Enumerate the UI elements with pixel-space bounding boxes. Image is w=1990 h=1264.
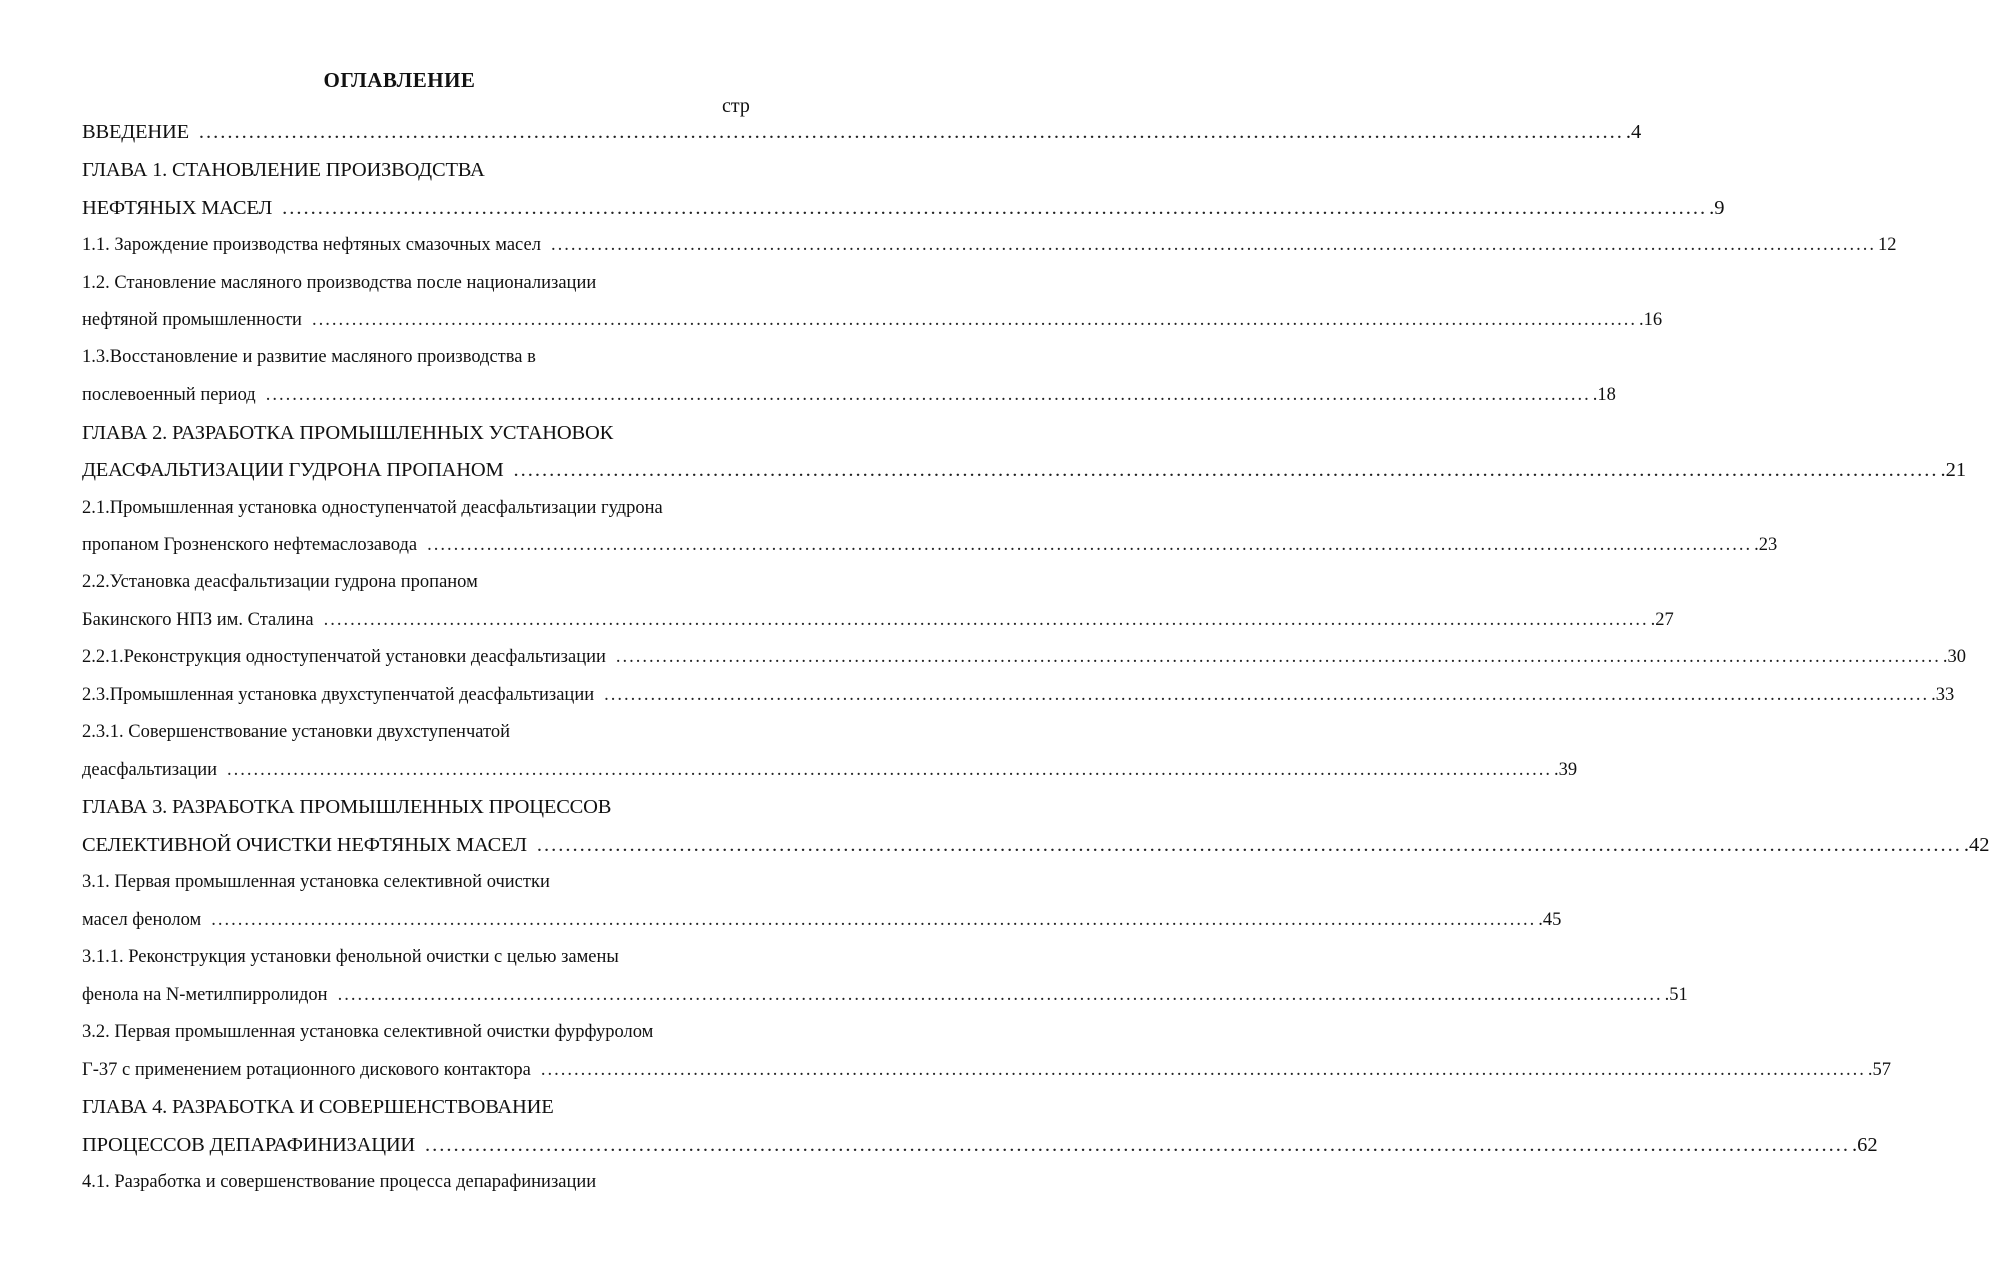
toc-entry-title: 1.2. Становление масляного производства после национализации: [82, 273, 597, 293]
toc-entry: [82, 1017, 756, 1047]
toc-entry-page: .23: [1754, 535, 1778, 555]
toc-entry-page: .33: [1931, 685, 1955, 705]
toc-entry: [82, 830, 1990, 860]
toc-entry: [82, 567, 756, 597]
toc-entry-title: ГЛАВА 1. СТАНОВЛЕНИЕ ПРОИЗВОДСТВА: [82, 159, 485, 181]
toc-entry-title: 1.1. Зарождение производства нефтяных смазочных масел: [82, 235, 541, 255]
toc-entry-title: 4.1. Разработка и совершенствование процесса депарафинизации: [82, 1172, 597, 1192]
toc-entry-title: ГЛАВА 3. РАЗРАБОТКА ПРОМЫШЛЕННЫХ ПРОЦЕССОВ: [82, 796, 612, 818]
toc-entry-page: .16: [1638, 310, 1663, 330]
toc-entry-page: .21: [1940, 459, 1967, 481]
toc-entry-title: Г-37 с применением ротационного дискового контактора: [82, 1060, 531, 1080]
toc-entry-page: .30: [1942, 647, 1967, 667]
toc-entry-page: .51: [1664, 985, 1688, 1005]
toc-entry-title: СЕЛЕКТИВНОЙ ОЧИСТКИ НЕФТЯНЫХ МАСЕЛ: [82, 834, 527, 856]
toc-entry: [82, 493, 756, 523]
toc-entry-title: послевоенный период: [82, 385, 256, 405]
toc-entry-title: 2.3.Промышленная установка двухступенчатой деасфальтизации: [82, 685, 595, 705]
toc-entry-page: .18: [1592, 385, 1616, 405]
dot-leader: ........................................................................................................................................................................................................: [540, 1060, 1866, 1080]
toc-entry-title: ГЛАВА 4. РАЗРАБОТКА И СОВЕРШЕНСТВОВАНИЕ: [82, 1096, 554, 1118]
toc-entry-page: .39: [1554, 760, 1578, 780]
toc-entry-title: масел фенолом: [82, 910, 202, 930]
dot-leader: ........................................................................................................................................................................................................: [282, 197, 1708, 219]
toc-entry: [82, 1092, 756, 1122]
toc-entry: [82, 792, 756, 822]
toc-entry: [82, 530, 1778, 560]
dot-leader: ........................................................................................................................................................................................................: [536, 834, 1962, 856]
dot-leader: ........................................................................................................................................................................................................: [227, 760, 1553, 780]
toc-entry-page: .42: [1963, 834, 1990, 856]
toc-entry-page: .9: [1709, 197, 1725, 219]
dot-leader: ........................................................................................................................................................................................................: [311, 310, 1637, 330]
toc-entry-title: нефтяной промышленности: [82, 310, 302, 330]
toc-entry-title: фенола на N-метилпирролидон: [82, 985, 328, 1005]
toc-entry: [82, 755, 1578, 785]
toc-entry-title: ВВЕДЕНИЕ: [82, 121, 189, 143]
toc-entry: [82, 193, 1725, 223]
toc-entry: [82, 455, 1967, 485]
toc-entry: [82, 605, 1674, 635]
toc-entry-page: .62: [1852, 1134, 1878, 1156]
toc-entry-title: НЕФТЯНЫХ МАСЕЛ: [82, 197, 273, 219]
dot-leader: ........................................................................................................................................................................................................: [604, 685, 1930, 705]
toc-entry-title: 3.2. Первая промышленная установка селективной очистки фурфуролом: [82, 1022, 654, 1042]
toc-entry-title: ГЛАВА 2. РАЗРАБОТКА ПРОМЫШЛЕННЫХ УСТАНОВОК: [82, 422, 614, 444]
dot-leader: ........................................................................................................................................................................................................: [427, 535, 1753, 555]
dot-leader: ........................................................................................................................................................................................................: [323, 610, 1649, 630]
toc-entry-title: 2.2.Установка деасфальтизации гудрона пропаном: [82, 572, 478, 592]
dot-leader: ........................................................................................................................................................................................................: [425, 1134, 1851, 1156]
toc-entry: [82, 268, 756, 298]
dot-leader: ........................................................................................................................................................................................................: [211, 910, 1537, 930]
dot-leader: ........................................................................................................................................................................................................: [265, 385, 1591, 405]
toc-entry-title: Бакинского НПЗ им. Сталина: [82, 610, 314, 630]
page-title: ОГЛАВЛЕНИЕ: [323, 68, 476, 92]
toc-entry-page: .4: [1625, 121, 1642, 143]
toc-entry-page: .45: [1538, 910, 1562, 930]
toc-entry: [82, 980, 1688, 1010]
toc-entry: [82, 380, 1616, 410]
dot-leader: ........................................................................................................................................................................................................: [513, 459, 1939, 481]
dot-leader: ........................................................................................................................................................................................................: [337, 985, 1663, 1005]
toc-entry: [82, 867, 756, 897]
toc-entry-title: ДЕАСФАЛЬТИЗАЦИИ ГУДРОНА ПРОПАНОМ: [82, 459, 504, 481]
toc-entry-title: 1.3.Восстановление и развитие масляного производства в: [82, 347, 536, 367]
toc-entry: [82, 342, 756, 372]
dot-leader: ........................................................................................................................................................................................................: [198, 121, 1624, 143]
page-column-label: стр: [722, 95, 750, 117]
toc-entry: [82, 230, 1897, 260]
toc-entry-title: 3.1. Первая промышленная установка селективной очистки: [82, 872, 550, 892]
toc-entry-title: пропаном Грозненского нефтемаслозавода: [82, 535, 418, 555]
toc-entry: [82, 155, 756, 185]
toc-entry-title: деасфальтизации: [82, 760, 218, 780]
toc-entry-title: 2.1.Промышленная установка одноступенчатой деасфальтизации гудрона: [82, 498, 663, 518]
toc-entry: [82, 942, 756, 972]
dot-leader: ........................................................................................................................................................................................................: [550, 235, 1876, 255]
toc-entry-page: .27: [1650, 610, 1674, 630]
toc-entry: [82, 1167, 756, 1197]
toc-entry: [82, 117, 1642, 147]
toc-entry: [82, 680, 1955, 710]
toc-entry-page: 12: [1877, 235, 1897, 255]
toc-entry-title: ПРОЦЕССОВ ДЕПАРАФИНИЗАЦИИ: [82, 1134, 416, 1156]
toc-entry-title: 2.3.1. Совершенствование установки двухступенчатой: [82, 722, 510, 742]
toc-entry: [82, 642, 1967, 672]
toc-entry: [82, 418, 756, 448]
toc-entry-title: 3.1.1. Реконструкция установки фенольной очистки с целью замены: [82, 947, 619, 967]
toc-entry: [82, 305, 1663, 335]
toc-entry: [82, 905, 1562, 935]
toc-entry-page: .57: [1867, 1060, 1891, 1080]
dot-leader: ........................................................................................................................................................................................................: [615, 647, 1941, 667]
toc-entry-title: 2.2.1.Реконструкция одноступенчатой установки деасфальтизации: [82, 647, 606, 667]
toc-entry: [82, 717, 756, 747]
toc-entry: [82, 1055, 1891, 1085]
toc-entry: [82, 1130, 1878, 1160]
